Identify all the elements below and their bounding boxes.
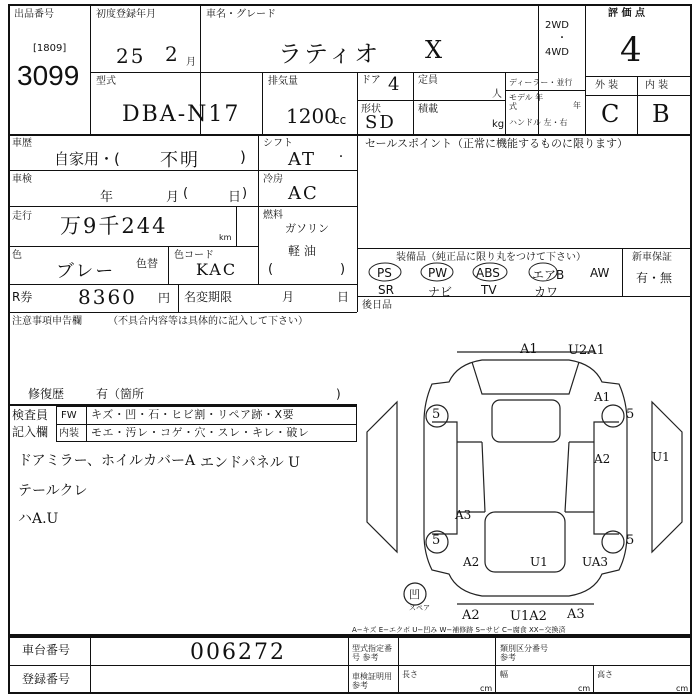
history-close: )	[240, 148, 246, 166]
capacity-unit: 人	[492, 89, 502, 100]
handwritten-note: エンドパネル U	[200, 455, 300, 471]
mileage-unit: km	[219, 233, 232, 242]
shape-value: SD	[365, 112, 396, 133]
divider	[357, 296, 692, 297]
history-value: 自家用・(	[54, 150, 120, 168]
divider	[8, 246, 258, 247]
car-name-label: 車名・グレード	[206, 9, 276, 20]
drive-2wd: 2WD	[545, 20, 569, 31]
spec-number-label: 型式指定番号 参考	[352, 644, 392, 662]
damage-mark: U1	[652, 450, 670, 464]
spare-label: スペア	[409, 604, 430, 612]
divider	[8, 134, 692, 136]
damage-mark: U2A1	[568, 343, 605, 358]
divider	[505, 72, 506, 134]
damage-mark: A2	[594, 452, 611, 466]
shape-label: 形状	[361, 104, 381, 115]
lot-number: 3099	[17, 60, 80, 91]
inspection-day-open: (	[183, 186, 189, 201]
equipment-label: 装備品（純正品に限り丸をつけて下さい）	[396, 252, 586, 263]
damage-mark: U1	[530, 555, 548, 569]
lot-tag: [1809]	[33, 43, 67, 54]
inspection-day: 日	[228, 190, 242, 205]
door-label: ドア	[361, 75, 381, 86]
recycle-label: R券	[12, 290, 33, 304]
registration-label: 登録番号	[22, 672, 71, 686]
divider	[357, 72, 358, 134]
divider	[178, 284, 179, 312]
drive-separator: ・	[557, 33, 567, 44]
equipment-airbag: エアB	[532, 268, 565, 282]
divider	[236, 206, 237, 246]
mileage-label: 走行	[12, 211, 32, 222]
damage-mark: A2	[462, 608, 480, 623]
notes-instruction: （不具合内容等は具体的に記入して下さい）	[108, 316, 308, 327]
inspector-int-items: モエ・汚レ・コゲ・穴・スレ・キレ・破レ	[91, 426, 310, 439]
fuel-paren-open: (	[268, 262, 274, 277]
spare-kanji: 凹	[409, 588, 422, 601]
model-label: 型式	[96, 76, 116, 87]
class-number-label: 類別区分番号 参考	[500, 644, 548, 662]
divider	[56, 424, 357, 425]
equipment-aw: AW	[590, 266, 610, 280]
recycle-unit: 円	[158, 291, 171, 305]
load-unit: kg	[492, 119, 505, 130]
car-diagram	[357, 312, 692, 636]
exterior-grade: C	[601, 100, 622, 128]
divider	[90, 72, 538, 73]
damage-mark: U1A2	[510, 609, 547, 624]
fuel-label: 燃料	[263, 210, 283, 221]
width-unit: cm	[578, 684, 591, 693]
eval-score: 4	[620, 30, 644, 70]
equipment-circles	[357, 248, 692, 296]
height-unit: cm	[676, 684, 689, 693]
title-change-label: 名変期限	[184, 290, 233, 304]
damage-mark: UA3	[582, 555, 609, 569]
damage-mark: A3	[455, 508, 472, 522]
divider	[585, 4, 586, 134]
chassis-value: 006272	[190, 640, 286, 665]
length-unit: cm	[480, 684, 493, 693]
tire-mark: 5	[626, 407, 637, 422]
notes-label: 注意事項申告欄	[12, 316, 82, 327]
chassis-label: 車台番号	[22, 643, 71, 657]
fuel-gasoline: ガソリン	[285, 222, 329, 235]
divider	[90, 4, 91, 134]
divider	[8, 284, 357, 285]
exterior-label: 外 装	[595, 80, 619, 91]
shift-dot: ・	[336, 152, 346, 163]
divider	[357, 100, 505, 101]
equipment-pw: PW	[428, 266, 448, 280]
color-code-value: KAC	[196, 260, 238, 279]
title-change-month: 月	[282, 290, 295, 304]
eval-label: 評 価 点	[608, 8, 645, 19]
displacement-label: 排気量	[268, 76, 298, 87]
handwritten-note: ドアミラー、ホイルカバーA	[18, 453, 196, 469]
equipment-ps: PS	[377, 266, 392, 280]
ac-value: AC	[288, 183, 319, 204]
fuel-paren-close: )	[340, 262, 346, 277]
divider	[413, 72, 414, 134]
divider	[538, 4, 539, 134]
repair-label: 修復歴	[28, 387, 65, 401]
divider	[8, 665, 348, 666]
divider	[90, 636, 91, 694]
equipment-leather: カワ	[534, 285, 559, 299]
new-warranty-label: 新車保証	[632, 252, 672, 263]
interior-grade: B	[652, 100, 672, 128]
handwritten-note: ハA.U	[18, 511, 59, 527]
divider	[637, 76, 638, 134]
repair-value: 有（箇所	[96, 387, 145, 401]
inspector-label: 検査員	[12, 408, 49, 422]
handwritten-note: テールクレ	[18, 483, 88, 499]
length-label: 長さ	[402, 670, 418, 679]
reg-month-unit: 月	[186, 57, 196, 68]
color-label: 色	[12, 250, 22, 261]
tire-mark: 5	[432, 533, 443, 548]
reg-date-label: 初度登録年月	[96, 9, 156, 20]
after-items-label: 後日品	[362, 300, 392, 311]
tire-mark: 5	[432, 407, 443, 422]
repair-close: )	[336, 387, 341, 401]
divider	[348, 665, 692, 666]
cert-label: 車検証明用 参考	[352, 672, 392, 690]
capacity-label: 定員	[418, 75, 438, 86]
divider	[495, 636, 496, 694]
interior-label: 内 装	[645, 80, 669, 91]
car-grade: X	[425, 36, 445, 64]
displacement-unit: cc	[333, 113, 347, 127]
height-label: 高さ	[597, 670, 613, 679]
drive-4wd: 4WD	[545, 47, 569, 58]
equipment-sr: SR	[378, 283, 394, 297]
title-change-day: 日	[337, 290, 350, 304]
inspection-month: 月	[166, 190, 180, 205]
divider	[168, 246, 169, 284]
shift-label: シフト	[263, 138, 293, 149]
new-warranty-value: 有・無	[636, 271, 673, 285]
damage-legend: A−キズ E−エクボ U−凹み W−補修跡 S−サビ C−腐食 XX−交換済	[352, 626, 566, 634]
tire-mark: 5	[626, 533, 637, 548]
equipment-tv: TV	[481, 283, 497, 297]
inspection-day-close: )	[242, 186, 248, 201]
door-value: 4	[388, 74, 402, 95]
divider	[86, 406, 87, 442]
year-unit: 年	[573, 101, 581, 110]
model-year-label: モデル 年式	[509, 93, 544, 111]
history-label: 車歴	[12, 138, 32, 149]
lot-label: 出品番号	[14, 9, 54, 20]
recycle-value: 8360	[78, 285, 137, 309]
color-value: ブレー	[56, 261, 116, 282]
reg-year: 25	[116, 44, 146, 68]
equipment-navi: ナビ	[428, 285, 453, 299]
damage-mark: A1	[594, 390, 611, 404]
ac-label: 冷房	[263, 174, 283, 185]
color-change-label: 色替	[136, 257, 158, 270]
inspection-year: 年	[100, 190, 114, 205]
divider	[258, 134, 259, 284]
divider	[8, 312, 357, 313]
inspector-label-2: 記入欄	[12, 425, 49, 439]
divider	[585, 76, 692, 77]
divider	[8, 206, 357, 207]
inspection-label: 車検	[12, 174, 32, 185]
inspector-fw-label: FW	[61, 410, 77, 421]
reg-month: 2	[165, 42, 180, 66]
car-name: ラティオ	[278, 40, 381, 68]
sales-point-label: セールスポイント（正常に機能するものに限ります）	[365, 137, 629, 150]
damage-mark: A3	[567, 607, 585, 622]
divider	[593, 665, 594, 694]
handle-label: ハンドル 左・右	[509, 118, 568, 127]
fuel-diesel: 軽 油	[288, 244, 316, 258]
divider	[585, 95, 692, 96]
divider	[262, 72, 263, 134]
displacement-value: 1200	[286, 104, 337, 128]
divider	[505, 90, 585, 91]
model-value: DBA-N17	[122, 102, 241, 127]
history-handwritten: 不明	[160, 150, 200, 171]
load-label: 積載	[418, 104, 438, 115]
dealer-label: ディーラー・並行	[509, 78, 573, 87]
width-label: 幅	[500, 670, 508, 679]
equipment-abs: ABS	[476, 266, 500, 280]
damage-mark: A1	[520, 342, 538, 357]
inspector-int-label: 内装	[59, 428, 79, 439]
mileage-value: 万9千244	[60, 214, 168, 238]
damage-mark: A2	[463, 555, 480, 569]
color-code-label: 色コード	[174, 250, 214, 261]
inspector-fw-items: キズ・凹・石・ヒビ割・リペア跡・X要	[91, 408, 295, 421]
shift-value: AT	[288, 149, 317, 170]
